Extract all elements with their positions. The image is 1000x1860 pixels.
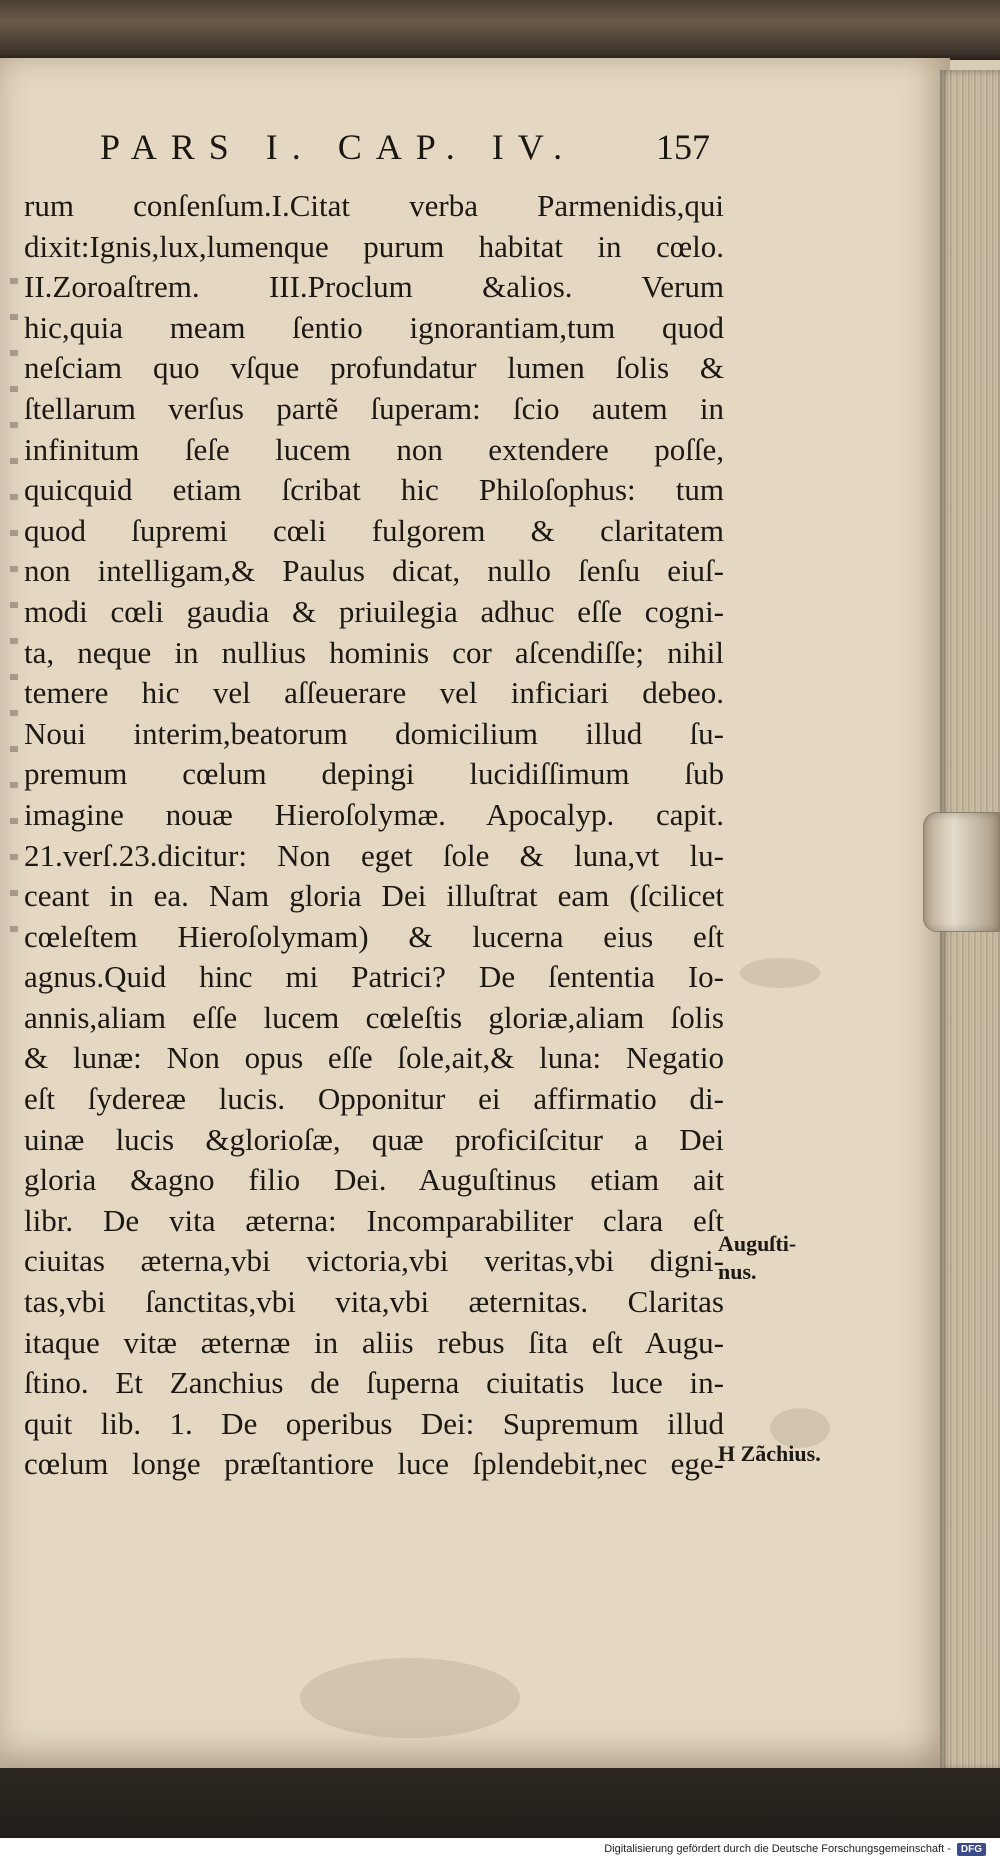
page-header bbox=[100, 126, 710, 176]
paper-stain bbox=[300, 1658, 520, 1738]
text-line: gloria &agno filio Dei. Auguſtinus etiam ait bbox=[24, 1162, 724, 1198]
bleed-through-marks bbox=[10, 248, 18, 948]
running-head: PARS I. CAP. IV. bbox=[100, 127, 577, 167]
text-line: II.Zoroaſtrem. III.Proclum &alios. Verum bbox=[24, 269, 724, 305]
text-line: rum conſenſum.I.Citat verba Parmenidis,qui bbox=[24, 188, 724, 223]
text-line: agnus.Quid hinc mi Patrici? De ſententia Io- bbox=[24, 959, 724, 995]
text-line: itaque vitæ æternæ in aliis rebus ſita eſt Augu- bbox=[24, 1324, 724, 1360]
text-line: Noui interim,beatorum domicilium illud ſu- bbox=[24, 715, 724, 751]
text-line: infinitum ſeſe lucem non extendere poſſe, bbox=[24, 431, 724, 467]
text-line: quod ſupremi cœli fulgorem & claritatem bbox=[24, 512, 724, 548]
text-line: ciuitas æterna,vbi victoria,vbi veritas,vbi digni- bbox=[24, 1243, 724, 1279]
text-line: hic,quia meam ſentio ignorantiam,tum quod bbox=[24, 309, 724, 345]
text-line: & lunæ: Non opus eſſe ſole,ait,& luna: Negatio bbox=[24, 1040, 724, 1076]
paper-stain bbox=[740, 958, 820, 988]
text-line: non intelligam,& Paulus dicat, nullo ſenſu eiuſ- bbox=[24, 553, 724, 589]
text-line: libr. De vita æterna: Incomparabiliter clara eſt bbox=[24, 1202, 724, 1238]
text-line: ceant in ea. Nam gloria Dei illuſtrat eam (ſcilicet bbox=[24, 878, 724, 914]
text-line: dixit:Ignis,lux,lumenque purum habitat in cœlo. bbox=[24, 228, 724, 264]
page-number: 157 bbox=[656, 127, 710, 167]
dfg-logo: DFG bbox=[957, 1843, 986, 1856]
text-line: ta, neque in nullius hominis cor aſcendiſſe; nihil bbox=[24, 634, 724, 670]
text-line: tas,vbi ſanctitas,vbi vita,vbi æternitas. Claritas bbox=[24, 1284, 724, 1320]
text-line: 21.verſ.23.dicitur: Non eget ſole & luna,vt lu- bbox=[24, 837, 724, 873]
text-line: annis,aliam eſſe lucem cœleſtis gloriæ,aliam ſolis bbox=[24, 999, 724, 1035]
digitization-footer bbox=[0, 1838, 1000, 1860]
book-clip bbox=[923, 812, 1000, 932]
text-line: eſt ſydereæ lucis. Opponitur ei affirmatio di- bbox=[24, 1081, 724, 1117]
text-line: cœleſtem Hieroſolymam) & lucerna eius eſt bbox=[24, 918, 724, 954]
text-line: temere hic vel aſſeuerare vel inficiari debeo. bbox=[24, 675, 724, 711]
text-line: quit lib. 1. De operibus Dei: Supremum illud bbox=[24, 1405, 724, 1441]
marginal-note-augustinus bbox=[718, 1230, 796, 1286]
text-line: ſtellarum verſus partẽ ſuperam: ſcio autem in bbox=[24, 390, 724, 426]
marginal-note-line: nus. bbox=[718, 1259, 757, 1284]
text-line: neſciam quo vſque profundatur lumen ſolis & bbox=[24, 350, 724, 386]
text-line: premum cœlum depingi lucidiſſimum ſub bbox=[24, 756, 724, 792]
marginal-note-line: H Zãchius. bbox=[718, 1441, 821, 1466]
text-line: cœlum longe præſtantiore luce ſplendebit,nec ege- bbox=[24, 1446, 724, 1482]
text-line: quicquid etiam ſcribat hic Philoſophus: tum bbox=[24, 472, 724, 508]
marginal-note-line: Auguſti- bbox=[718, 1231, 797, 1256]
footer-credit: Digitalisierung gefördert durch die Deutsche Forschungsgemeinschaft - bbox=[604, 1843, 951, 1855]
text-line: uinæ lucis &glorioſæ, quæ proficiſcitur a Dei bbox=[24, 1121, 724, 1157]
text-line: ſtino. Et Zanchius de ſuperna ciuitatis luce in- bbox=[24, 1365, 724, 1401]
text-line: imagine nouæ Hieroſolymæ. Apocalyp. capit. bbox=[24, 796, 724, 832]
text-line: modi cœli gaudia & priuilegia adhuc eſſe cogni- bbox=[24, 593, 724, 629]
marginal-note-zanchius bbox=[718, 1440, 821, 1468]
body-text bbox=[24, 186, 724, 1485]
